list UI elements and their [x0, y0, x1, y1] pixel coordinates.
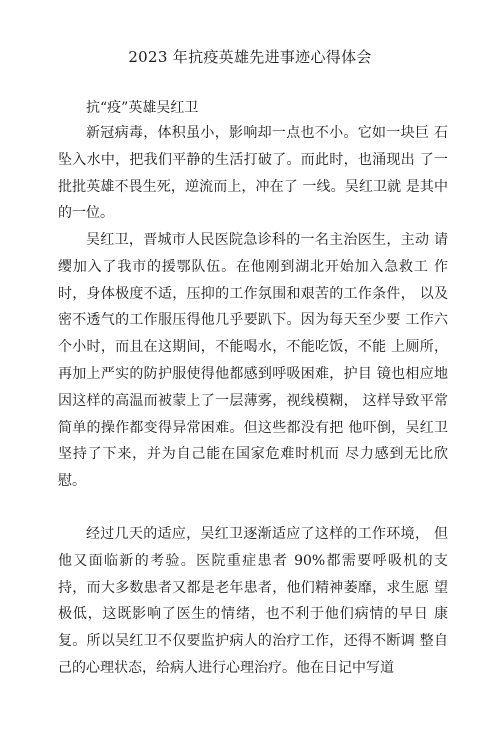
article-subheading: 抗“疫”英雄吴红卫: [86, 100, 199, 116]
paragraph-1: 新冠病毒，体积虽小，影响却一点也不小。它如一块巨 石坠入水中，把我们平静的生活打破了。而此时，也涌现出 了一批批英雄不畏生死，逆流而上，冲在了 一线。吴红卫就 是其中的一位。: [58, 125, 448, 222]
paragraph-2: 吴红卫，晋城市人民医院急诊科的一名主治医生，主动 请缨加入了我市的援鄂队伍。在他刚到湖北开始加入急救工 作时，身体极度不适，压抑的工作氛围和艰苦的工作条件， 以及密不透气的工作服压得他几乎要趴下。因为每天至少要 工作六个小时，而且在这期间，不能喝水，不能吃饭，不能 上厕所，再加上严实的防护服使得他都感到呼吸困难，护目 镜也相应地因这样的高温而被蒙上了一层薄雾，视线模糊， 这样导致平常简单的操作都变得异常困难。但这些都没有把 他吓倒，吴红卫坚持了下来，并为自己能在国家危难时机而 尽力感到无比欣慰。: [58, 232, 448, 490]
page-title: 2023 年抗疫英雄先进事迹心得体会: [128, 48, 372, 66]
paragraph-3: 经过几天的适应，吴红卫逐渐适应了这样的工作环境， 但他又面临新的考验。医院重症患者 90%都需要呼吸机的支 持，而大多数患者又都是老年患者，他们精神萎靡，求生愿 望极低，这既影响了医生的情绪，也不利于他们病情的早日 康复。所以吴红卫不仅要监护病人的治疗工作，还得不断调 整自己的心理状态，给病人进行心理治疗。他在日记中写道: [58, 526, 448, 676]
